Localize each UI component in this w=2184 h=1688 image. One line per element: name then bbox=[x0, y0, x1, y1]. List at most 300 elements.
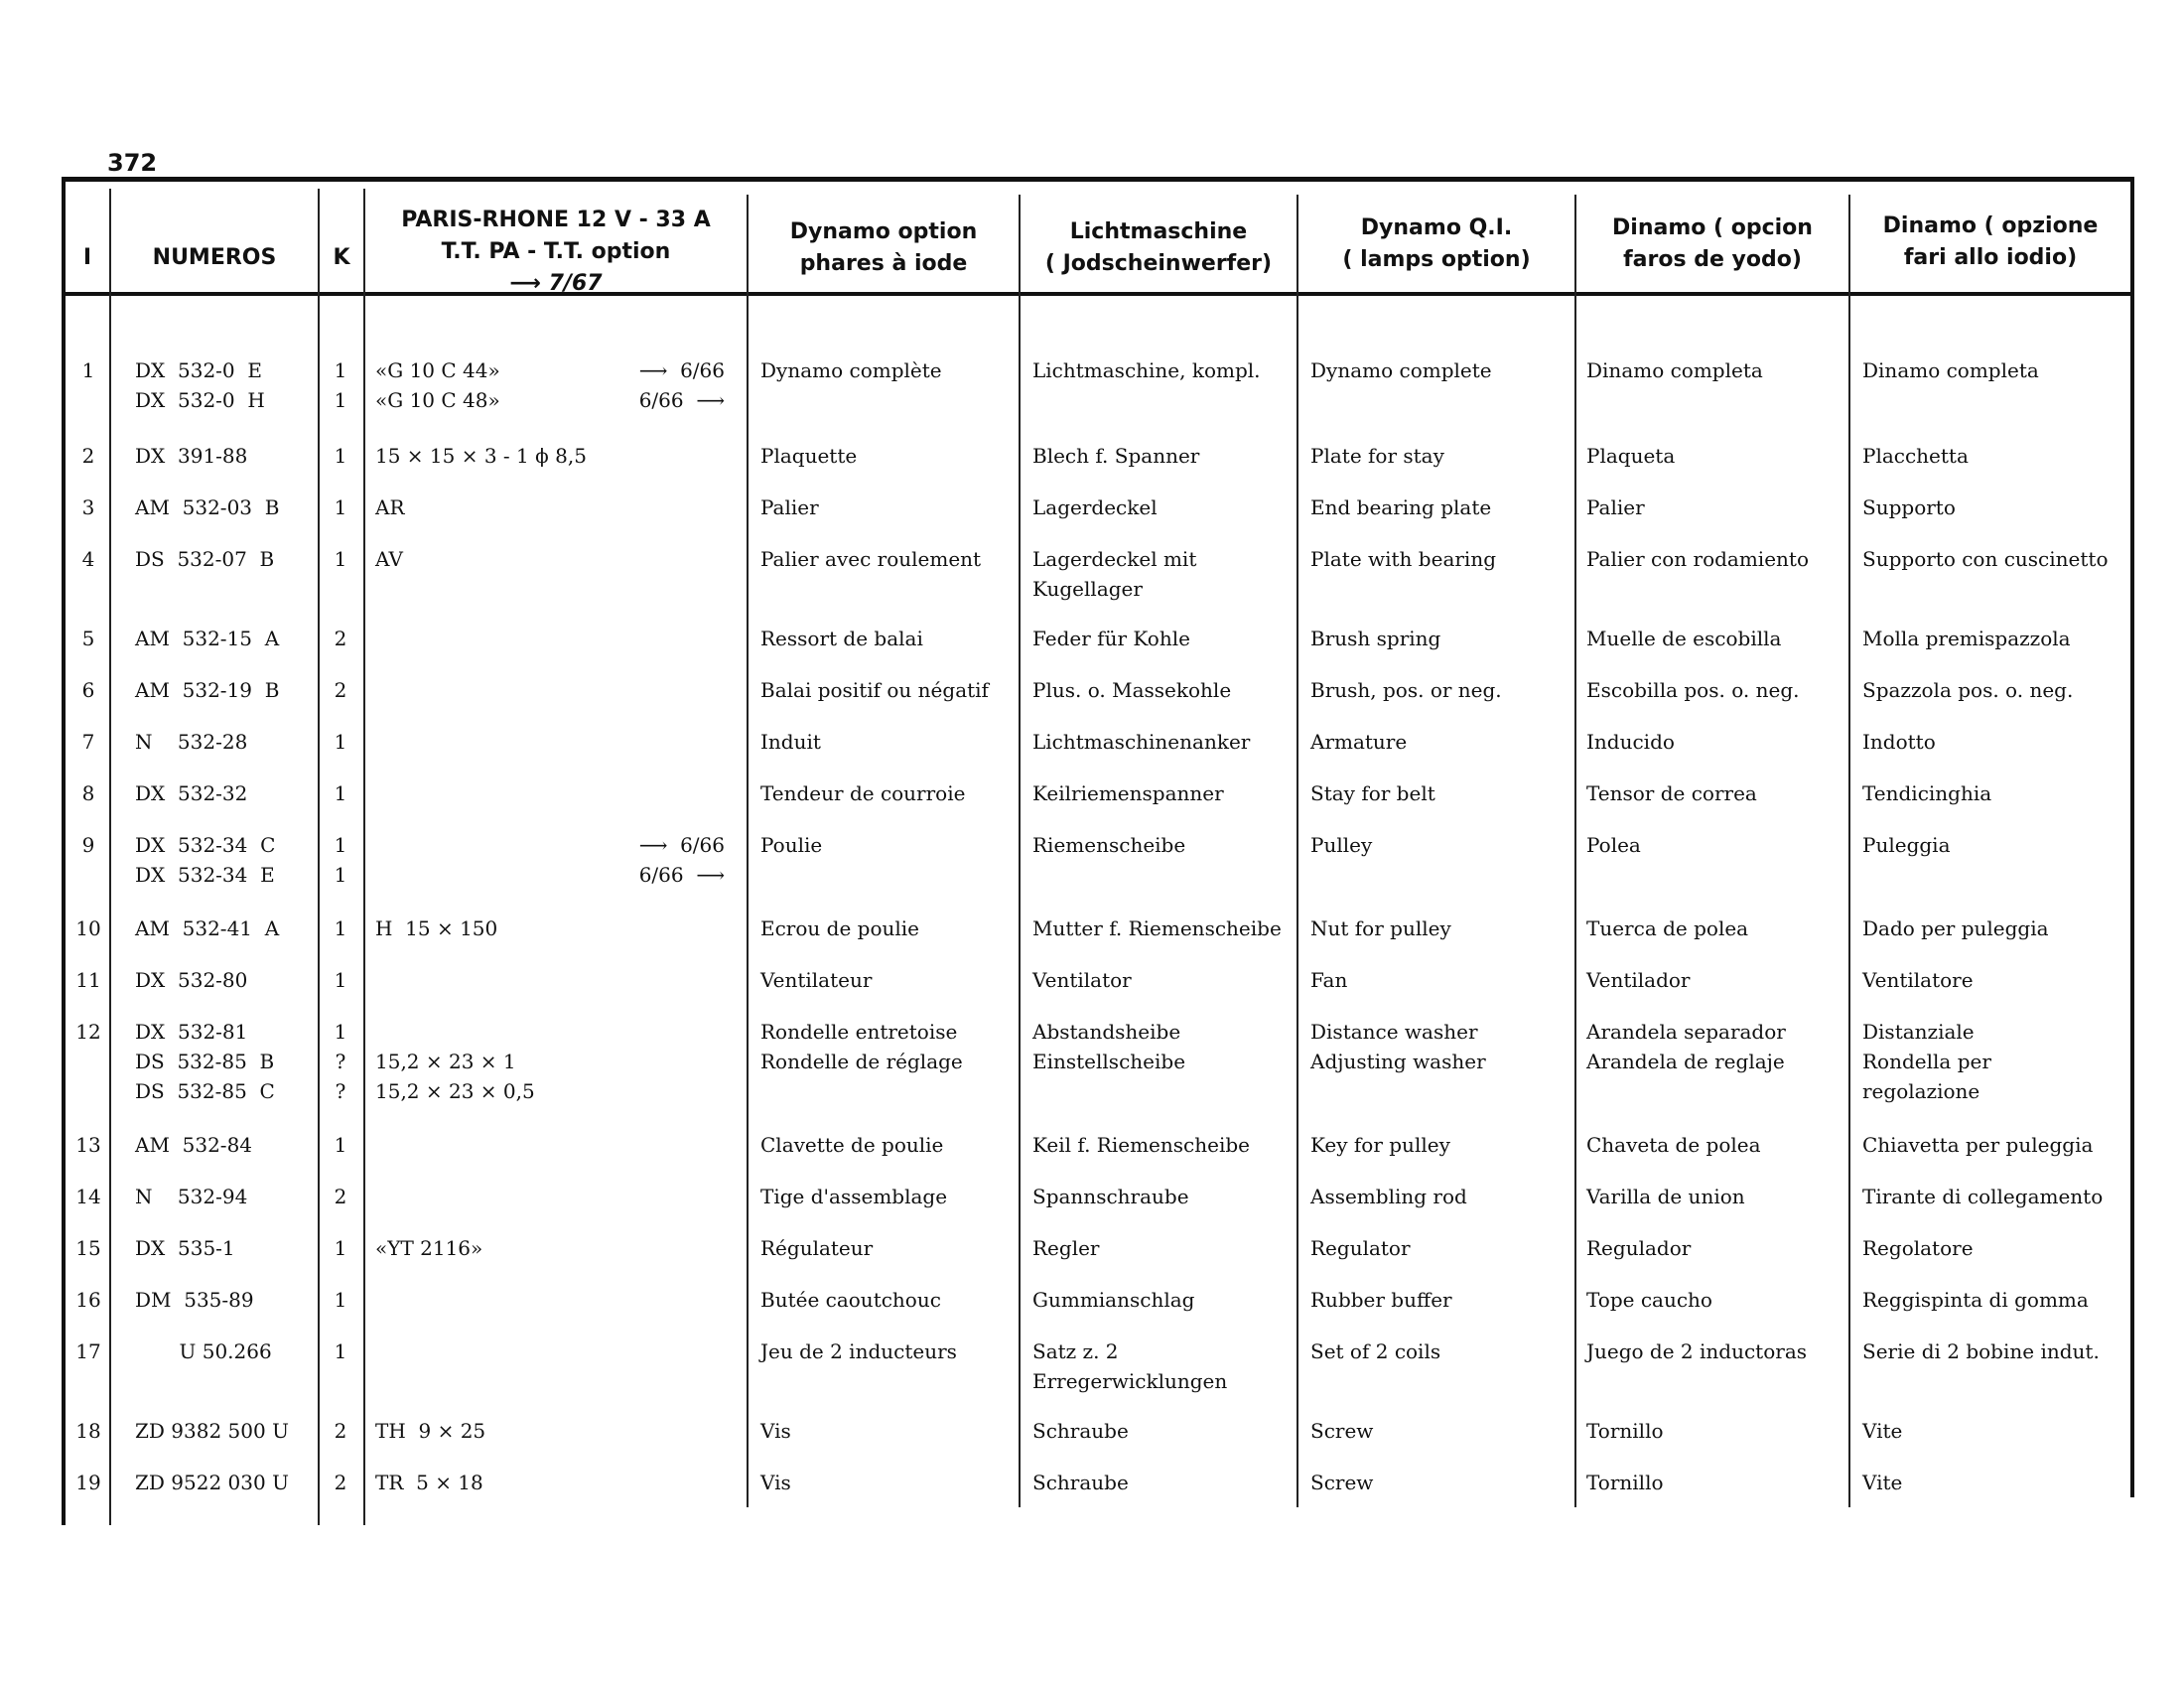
specification bbox=[375, 441, 594, 471]
quantity-line: 1 bbox=[334, 833, 347, 857]
description-italian-line: Spazzola pos. o. neg. bbox=[1862, 678, 2074, 702]
part-number-line: ZD 9382 500 U bbox=[135, 1419, 289, 1443]
description-german-line: Feder für Kohle bbox=[1032, 627, 1190, 650]
specification bbox=[375, 1416, 594, 1446]
part-number-line: DX 532-0 H bbox=[135, 388, 265, 412]
part-number-line: AM 532-84 bbox=[135, 1133, 253, 1157]
description-english bbox=[1310, 830, 1572, 860]
description-german-line: Spannschraube bbox=[1032, 1185, 1189, 1208]
description-spanish bbox=[1586, 1130, 1846, 1160]
row-index bbox=[69, 1182, 107, 1211]
row-index-line: 18 bbox=[75, 1419, 101, 1443]
description-spanish bbox=[1586, 1285, 1846, 1315]
column-divider bbox=[1297, 195, 1298, 1507]
header-german: Lichtmaschine ( Jodscheinwerfer) bbox=[1044, 219, 1273, 276]
row-index-line: 3 bbox=[81, 495, 95, 519]
quantity bbox=[326, 355, 355, 415]
description-french-line: Régulateur bbox=[760, 1236, 874, 1260]
description-french-line: Induit bbox=[760, 730, 821, 754]
description-italian bbox=[1862, 830, 2128, 860]
quantity bbox=[326, 492, 355, 522]
specification-line bbox=[375, 1017, 594, 1047]
description-german-line: Ventilator bbox=[1032, 968, 1132, 992]
specification bbox=[375, 492, 594, 522]
description-german bbox=[1032, 1233, 1295, 1263]
description-english bbox=[1310, 355, 1572, 385]
part-number-line: AM 532-41 A bbox=[135, 916, 280, 940]
description-italian bbox=[1862, 355, 2128, 385]
description-spanish bbox=[1586, 1182, 1846, 1211]
part-number bbox=[135, 355, 318, 415]
description-german bbox=[1032, 1336, 1295, 1396]
part-number-line: AM 532-03 B bbox=[135, 495, 280, 519]
quantity bbox=[326, 675, 355, 705]
specification-line: «G 10 C 44» bbox=[375, 358, 500, 382]
description-spanish bbox=[1586, 1416, 1846, 1446]
description-english bbox=[1310, 1130, 1572, 1160]
part-number-line: N 532-94 bbox=[135, 1185, 248, 1208]
description-german-line: Schraube bbox=[1032, 1471, 1129, 1494]
description-english-line: Assembling rod bbox=[1310, 1185, 1467, 1208]
description-spanish-line: Inducido bbox=[1586, 730, 1675, 754]
specification bbox=[375, 1468, 594, 1497]
row-index-line: 8 bbox=[81, 781, 95, 805]
description-italian-line: Ventilatore bbox=[1862, 968, 1974, 992]
description-spanish-line: Muelle de escobilla bbox=[1586, 627, 1782, 650]
description-spanish-line: Plaqueta bbox=[1586, 444, 1676, 468]
description-french-line: Dynamo complète bbox=[760, 358, 942, 382]
quantity-line: 1 bbox=[334, 1236, 347, 1260]
header-k: K bbox=[333, 245, 350, 270]
description-french-line: Vis bbox=[760, 1419, 791, 1443]
part-number-line: DX 532-34 E bbox=[135, 863, 275, 887]
description-english-line: Fan bbox=[1310, 968, 1348, 992]
quantity-line: 1 bbox=[334, 1288, 347, 1312]
quantity-line: 1 bbox=[334, 968, 347, 992]
part-number bbox=[135, 965, 318, 995]
part-number-line: DS 532-07 B bbox=[135, 547, 275, 571]
description-english-line: Plate with bearing bbox=[1310, 547, 1497, 571]
row-index-line: 4 bbox=[81, 547, 95, 571]
quantity-line: 1 bbox=[334, 358, 347, 382]
quantity-line: 1 bbox=[334, 444, 347, 468]
specification bbox=[375, 1017, 594, 1106]
description-italian bbox=[1862, 1285, 2128, 1315]
description-italian-line: Serie di 2 bobine indut. bbox=[1862, 1339, 2100, 1363]
description-french-line: Palier bbox=[760, 495, 819, 519]
quantity-line: 2 bbox=[334, 1419, 347, 1443]
description-italian bbox=[1862, 965, 2128, 995]
description-italian-line: Rondella per bbox=[1862, 1050, 1991, 1073]
description-english-line: Brush spring bbox=[1310, 627, 1441, 650]
description-english-line: Screw bbox=[1310, 1471, 1374, 1494]
quantity-line: ? bbox=[335, 1050, 346, 1073]
description-french bbox=[760, 355, 1015, 385]
part-number-line: AM 532-19 B bbox=[135, 678, 280, 702]
description-english-line: Distance washer bbox=[1310, 1020, 1478, 1044]
description-french-line: Rondelle de réglage bbox=[760, 1050, 963, 1073]
quantity-line: 1 bbox=[334, 863, 347, 887]
column-divider bbox=[318, 189, 320, 1525]
description-french bbox=[760, 830, 1015, 860]
row-index bbox=[69, 965, 107, 995]
description-english bbox=[1310, 965, 1572, 995]
quantity bbox=[326, 1468, 355, 1497]
description-italian-line: Supporto bbox=[1862, 495, 1956, 519]
row-index bbox=[69, 1233, 107, 1263]
specification-line: TR 5 × 18 bbox=[375, 1471, 483, 1494]
part-number-line: U 50.266 bbox=[135, 1339, 272, 1363]
table-left-edge bbox=[62, 177, 66, 1525]
description-german bbox=[1032, 492, 1295, 522]
part-number bbox=[135, 1416, 318, 1446]
row-index bbox=[69, 544, 107, 574]
row-index bbox=[69, 624, 107, 653]
description-german-line: Kugellager bbox=[1032, 577, 1143, 601]
row-index bbox=[69, 441, 107, 471]
specification-line: H 15 × 150 bbox=[375, 916, 498, 940]
description-spanish-line: Tornillo bbox=[1586, 1471, 1664, 1494]
description-french-line: Palier avec roulement bbox=[760, 547, 982, 571]
description-german bbox=[1032, 1468, 1295, 1497]
description-french bbox=[760, 1130, 1015, 1160]
description-german-line: Lagerdeckel mit bbox=[1032, 547, 1197, 571]
description-german-line: Keilriemenspanner bbox=[1032, 781, 1224, 805]
description-spanish-line: Tuerca de polea bbox=[1586, 916, 1749, 940]
description-english-line: Brush, pos. or neg. bbox=[1310, 678, 1502, 702]
description-german bbox=[1032, 1017, 1295, 1076]
description-german-line: Lagerdeckel bbox=[1032, 495, 1158, 519]
description-spanish bbox=[1586, 1017, 1846, 1076]
description-spanish bbox=[1586, 1336, 1846, 1366]
description-english bbox=[1310, 1233, 1572, 1263]
description-english bbox=[1310, 1285, 1572, 1315]
specification bbox=[375, 1233, 594, 1263]
row-index bbox=[69, 1336, 107, 1366]
part-number-line: AM 532-15 A bbox=[135, 627, 280, 650]
part-number bbox=[135, 544, 318, 574]
description-spanish-line: Ventilador bbox=[1586, 968, 1691, 992]
specification-line: 15,2 × 23 × 1 bbox=[375, 1050, 516, 1073]
description-spanish-line: Tope caucho bbox=[1586, 1288, 1712, 1312]
description-english-line: Nut for pulley bbox=[1310, 916, 1451, 940]
description-german bbox=[1032, 355, 1295, 385]
description-italian bbox=[1862, 1233, 2128, 1263]
column-divider bbox=[1574, 195, 1576, 1507]
part-number bbox=[135, 778, 318, 808]
description-italian-line: Chiavetta per puleggia bbox=[1862, 1133, 2094, 1157]
description-italian bbox=[1862, 441, 2128, 471]
description-italian-line: Distanziale bbox=[1862, 1020, 1975, 1044]
description-french bbox=[760, 727, 1015, 757]
description-german-line: Abstandsheibe bbox=[1032, 1020, 1181, 1044]
description-french bbox=[760, 778, 1015, 808]
description-french bbox=[760, 1233, 1015, 1263]
description-italian bbox=[1862, 544, 2128, 574]
description-spanish-line: Escobilla pos. o. neg. bbox=[1586, 678, 1800, 702]
part-number-line: DX 532-0 E bbox=[135, 358, 262, 382]
quantity bbox=[326, 1130, 355, 1160]
description-english-line: Regulator bbox=[1310, 1236, 1411, 1260]
quantity bbox=[326, 830, 355, 890]
description-english-line: Set of 2 coils bbox=[1310, 1339, 1441, 1363]
specification-line: 15,2 × 23 × 0,5 bbox=[375, 1079, 535, 1103]
specification bbox=[375, 914, 594, 943]
part-number bbox=[135, 624, 318, 653]
header-french: Dynamo option phares à iode bbox=[789, 219, 978, 276]
description-spanish bbox=[1586, 675, 1846, 705]
part-number-line: DX 532-32 bbox=[135, 781, 248, 805]
date-range-line: ⟶ 6/66 bbox=[638, 358, 725, 382]
description-french-line: Tendeur de courroie bbox=[760, 781, 966, 805]
description-french bbox=[760, 624, 1015, 653]
part-number bbox=[135, 914, 318, 943]
description-german-line: Lichtmaschine, kompl. bbox=[1032, 358, 1261, 382]
date-range-line: 6/66 ⟶ bbox=[638, 863, 725, 887]
row-index-line: 19 bbox=[75, 1471, 101, 1494]
part-number-line: DX 391-88 bbox=[135, 444, 248, 468]
description-english bbox=[1310, 1416, 1572, 1446]
description-german bbox=[1032, 624, 1295, 653]
description-english bbox=[1310, 624, 1572, 653]
description-english-line: Armature bbox=[1310, 730, 1408, 754]
row-index-line: 12 bbox=[75, 1020, 101, 1044]
row-index bbox=[69, 1017, 107, 1047]
date-range-line: ⟶ 6/66 bbox=[638, 833, 725, 857]
description-spanish-line: Regulador bbox=[1586, 1236, 1692, 1260]
description-italian bbox=[1862, 1017, 2128, 1106]
description-german-line: Lichtmaschinenanker bbox=[1032, 730, 1251, 754]
part-number bbox=[135, 830, 318, 890]
description-italian bbox=[1862, 1336, 2128, 1366]
part-number-line: DS 532-85 B bbox=[135, 1050, 275, 1073]
description-french bbox=[760, 914, 1015, 943]
column-divider bbox=[363, 189, 365, 1525]
description-english bbox=[1310, 1182, 1572, 1211]
description-spanish bbox=[1586, 778, 1846, 808]
description-italian bbox=[1862, 675, 2128, 705]
date-range-line: 6/66 ⟶ bbox=[638, 388, 725, 412]
row-index-line: 1 bbox=[81, 358, 95, 382]
description-french-line: Poulie bbox=[760, 833, 823, 857]
quantity-line: 2 bbox=[334, 678, 347, 702]
specification-line: AR bbox=[375, 495, 405, 519]
description-spanish-line: Tornillo bbox=[1586, 1419, 1664, 1443]
quantity-line: 1 bbox=[334, 730, 347, 754]
description-german-line: Keil f. Riemenscheibe bbox=[1032, 1133, 1250, 1157]
part-number-line: DM 535-89 bbox=[135, 1288, 254, 1312]
description-italian-line: Puleggia bbox=[1862, 833, 1951, 857]
description-french bbox=[760, 492, 1015, 522]
quantity bbox=[326, 1017, 355, 1106]
row-index-line: 9 bbox=[81, 833, 95, 857]
description-spanish bbox=[1586, 830, 1846, 860]
specification-line: 15 × 15 × 3 - 1 ϕ 8,5 bbox=[375, 444, 587, 468]
description-english bbox=[1310, 1017, 1572, 1076]
description-german-line: Schraube bbox=[1032, 1419, 1129, 1443]
row-index-line: 10 bbox=[75, 916, 101, 940]
row-index bbox=[69, 1468, 107, 1497]
description-german bbox=[1032, 727, 1295, 757]
description-italian-line: Placchetta bbox=[1862, 444, 1969, 468]
row-index bbox=[69, 914, 107, 943]
description-italian-line: Vite bbox=[1862, 1471, 1903, 1494]
quantity-line: 2 bbox=[334, 1185, 347, 1208]
description-spanish bbox=[1586, 1233, 1846, 1263]
column-divider bbox=[1848, 195, 1850, 1507]
quantity-line: ? bbox=[335, 1079, 346, 1103]
quantity bbox=[326, 914, 355, 943]
description-italian bbox=[1862, 1468, 2128, 1497]
quantity bbox=[326, 441, 355, 471]
part-number-line: DX 532-81 bbox=[135, 1020, 248, 1044]
part-number bbox=[135, 492, 318, 522]
description-french bbox=[760, 675, 1015, 705]
row-index bbox=[69, 727, 107, 757]
description-italian bbox=[1862, 727, 2128, 757]
description-french bbox=[760, 1468, 1015, 1497]
column-divider bbox=[1019, 195, 1021, 1507]
description-english-line: End bearing plate bbox=[1310, 495, 1492, 519]
part-number bbox=[135, 1182, 318, 1211]
description-spanish-line: Arandela separador bbox=[1586, 1020, 1786, 1044]
description-spanish bbox=[1586, 544, 1846, 574]
description-english bbox=[1310, 441, 1572, 471]
quantity-line: 1 bbox=[334, 547, 347, 571]
description-german-line: Satz z. 2 bbox=[1032, 1339, 1119, 1363]
row-index-line: 14 bbox=[75, 1185, 101, 1208]
description-german-line: Mutter f. Riemenscheibe bbox=[1032, 916, 1282, 940]
description-english-line: Adjusting washer bbox=[1310, 1050, 1486, 1073]
description-spanish-line: Palier con rodamiento bbox=[1586, 547, 1809, 571]
description-spanish bbox=[1586, 914, 1846, 943]
quantity-line: 1 bbox=[334, 495, 347, 519]
description-german bbox=[1032, 544, 1295, 604]
description-italian-line: regolazione bbox=[1862, 1079, 1980, 1103]
description-french-line: Vis bbox=[760, 1471, 791, 1494]
description-french bbox=[760, 1285, 1015, 1315]
description-french bbox=[760, 1416, 1015, 1446]
row-index-line: 2 bbox=[81, 444, 95, 468]
description-spanish-line: Juego de 2 inductoras bbox=[1586, 1339, 1808, 1363]
specification-line: AV bbox=[375, 547, 403, 571]
description-french bbox=[760, 1336, 1015, 1366]
quantity bbox=[326, 544, 355, 574]
row-index bbox=[69, 1285, 107, 1315]
row-index bbox=[69, 778, 107, 808]
description-italian-line: Dinamo completa bbox=[1862, 358, 2039, 382]
row-index-line: 13 bbox=[75, 1133, 101, 1157]
description-english-line: Pulley bbox=[1310, 833, 1373, 857]
column-divider bbox=[747, 195, 749, 1507]
part-number bbox=[135, 1468, 318, 1497]
description-english-line: Dynamo complete bbox=[1310, 358, 1492, 382]
table-top-rule bbox=[62, 177, 2134, 182]
description-italian-line: Molla premispazzola bbox=[1862, 627, 2071, 650]
header-english: Dynamo Q.I. ( lamps option) bbox=[1342, 215, 1531, 272]
date-range bbox=[556, 355, 725, 415]
description-english-line: Rubber buffer bbox=[1310, 1288, 1452, 1312]
description-french-line: Butée caoutchouc bbox=[760, 1288, 941, 1312]
description-french-line: Ecrou de poulie bbox=[760, 916, 919, 940]
quantity bbox=[326, 1416, 355, 1446]
description-italian bbox=[1862, 778, 2128, 808]
description-spanish-line: Dinamo completa bbox=[1586, 358, 1763, 382]
description-english-line: Stay for belt bbox=[1310, 781, 1435, 805]
description-french-line: Clavette de poulie bbox=[760, 1133, 944, 1157]
description-german-line: Plus. o. Massekohle bbox=[1032, 678, 1232, 702]
description-english-line: Screw bbox=[1310, 1419, 1374, 1443]
description-french-line: Ventilateur bbox=[760, 968, 873, 992]
table-right-edge bbox=[2130, 177, 2134, 1497]
part-number bbox=[135, 1233, 318, 1263]
specification bbox=[375, 544, 594, 574]
row-index-line: 11 bbox=[75, 968, 101, 992]
part-number-line: DS 532-85 C bbox=[135, 1079, 275, 1103]
row-index-line: 17 bbox=[75, 1339, 101, 1363]
description-spanish-line: Chaveta de polea bbox=[1586, 1133, 1761, 1157]
description-german bbox=[1032, 675, 1295, 705]
part-number-line: DX 532-34 C bbox=[135, 833, 276, 857]
description-french bbox=[760, 965, 1015, 995]
description-german-line: Riemenscheibe bbox=[1032, 833, 1186, 857]
description-french-line: Balai positif ou négatif bbox=[760, 678, 989, 702]
description-french bbox=[760, 544, 1015, 574]
description-french-line: Ressort de balai bbox=[760, 627, 923, 650]
specification-line: «G 10 C 48» bbox=[375, 388, 500, 412]
description-spanish-line: Palier bbox=[1586, 495, 1645, 519]
description-english-line: Plate for stay bbox=[1310, 444, 1444, 468]
row-index bbox=[69, 1130, 107, 1160]
description-german-line: Blech f. Spanner bbox=[1032, 444, 1200, 468]
description-italian-line: Supporto con cuscinetto bbox=[1862, 547, 2109, 571]
quantity-line: 1 bbox=[334, 781, 347, 805]
description-french-line: Tige d'assemblage bbox=[760, 1185, 948, 1208]
description-spanish-line: Tensor de correa bbox=[1586, 781, 1757, 805]
header-index: I bbox=[82, 245, 92, 270]
description-french-line: Rondelle entretoise bbox=[760, 1020, 958, 1044]
description-italian-line: Indotto bbox=[1862, 730, 1936, 754]
description-german-line: Erregerwicklungen bbox=[1032, 1369, 1228, 1393]
description-spanish-line: Arandela de reglaje bbox=[1586, 1050, 1785, 1073]
description-italian-line: Reggispinta di gomma bbox=[1862, 1288, 2089, 1312]
description-italian-line: Tirante di collegamento bbox=[1862, 1185, 2104, 1208]
quantity-line: 2 bbox=[334, 1471, 347, 1494]
row-index bbox=[69, 830, 107, 860]
description-english bbox=[1310, 1336, 1572, 1366]
specification-line: TH 9 × 25 bbox=[375, 1419, 486, 1443]
page-number: 372 bbox=[107, 149, 158, 177]
header-spanish: Dinamo ( opcion faros de yodo) bbox=[1612, 215, 1813, 272]
part-number bbox=[135, 675, 318, 705]
specification-line: «YT 2116» bbox=[375, 1236, 483, 1260]
description-italian bbox=[1862, 492, 2128, 522]
description-italian bbox=[1862, 1416, 2128, 1446]
description-spanish bbox=[1586, 624, 1846, 653]
description-french-line: Jeu de 2 inducteurs bbox=[760, 1339, 957, 1363]
description-english bbox=[1310, 778, 1572, 808]
row-index-line: 16 bbox=[75, 1288, 101, 1312]
description-english-line: Key for pulley bbox=[1310, 1133, 1450, 1157]
description-english bbox=[1310, 727, 1572, 757]
description-french bbox=[760, 1182, 1015, 1211]
description-german bbox=[1032, 830, 1295, 860]
description-french bbox=[760, 1017, 1015, 1076]
description-english bbox=[1310, 675, 1572, 705]
description-english bbox=[1310, 914, 1572, 943]
part-number-line: DX 532-80 bbox=[135, 968, 248, 992]
header-spec: PARIS-RHONE 12 V - 33 A T.T. PA - T.T. option ⟶ 7/67 bbox=[401, 208, 711, 296]
